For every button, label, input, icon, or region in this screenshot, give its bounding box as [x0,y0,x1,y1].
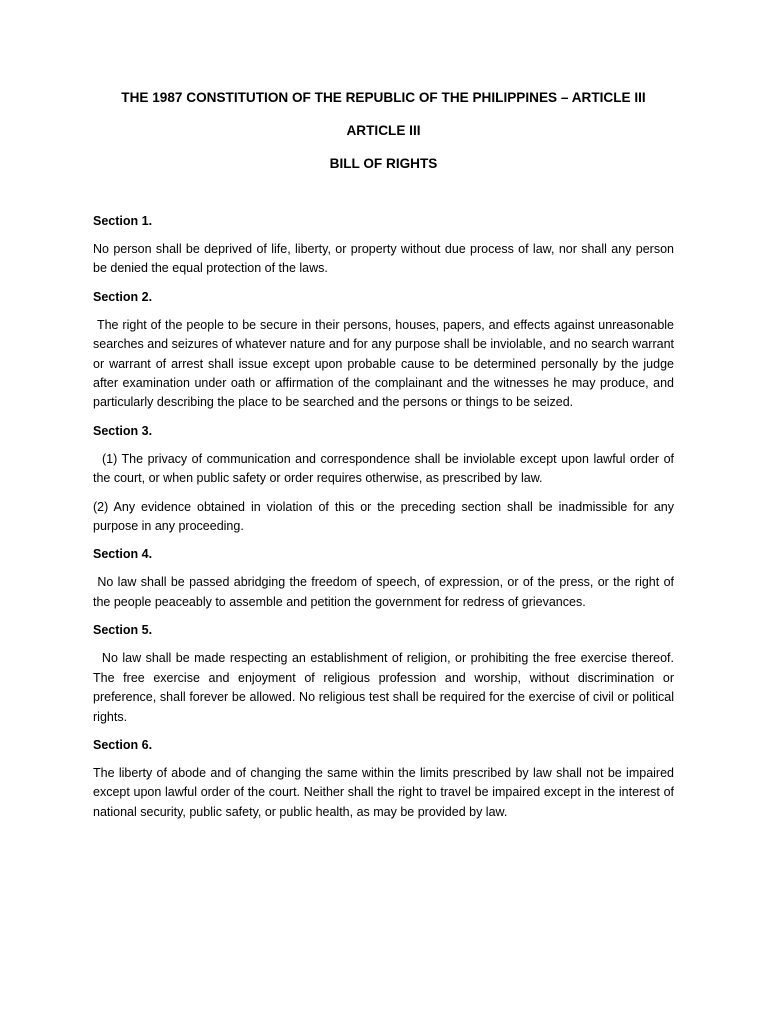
document-page [93,88,678,831]
section-1 [93,212,674,279]
section-6 [93,736,674,822]
section-paragraph: No person shall be deprived of life, liberty, or property without due process of law, nor shall any person be denied the equal protection of the laws. [93,242,674,276]
section-heading: Section 2. [93,289,153,304]
section-5 [93,621,678,727]
document-title: THE 1987 CONSTITUTION OF THE REPUBLIC OF THE PHILIPPINES – ARTICLE III [121,90,646,105]
section-paragraph: (2) Any evidence obtained in violation of this or the preceding section shall be inadmissible for any purpose in any proceeding. [93,499,674,534]
section-paragraph: No law shall be made respecting an establishment of religion, or prohibiting the free exercise thereof. The free exercise and enjoyment of religious profession and worship, without discrimination or preference, shall forever be allowed. No religious test shall be required for the exercise of civil or political rights. [93,651,678,724]
section-heading: Section 4. [93,547,153,562]
section-2 [93,288,678,413]
section-4 [93,545,678,612]
section-3 [93,422,678,537]
bill-of-rights-heading: BILL OF RIGHTS [329,156,438,171]
section-paragraph: No law shall be passed abridging the freedom of speech, of expression, or of the press, or the right of the people peaceably to assemble and petition the government for redress of grievances. [93,575,678,609]
article-heading: ARTICLE III [346,123,421,138]
section-heading: Section 1. [93,214,153,228]
section-heading: Section 5. [93,623,153,638]
section-paragraph: The liberty of abode and of changing the same within the limits prescribed by law shall not be impaired except upon lawful order of the court. Neither shall the right to travel be impaired except in the interest of national security, public safety, or public health, as may be provided by law. [93,765,674,819]
section-paragraph: (1) The privacy of communication and correspondence shall be inviolable except upon lawful order of the court, or when public safety or order requires otherwise, as prescribed by law. [93,451,678,486]
section-heading: Section 6. [93,737,153,752]
section-paragraph: The right of the people to be secure in their persons, houses, papers, and effects against unreasonable searches and seizures of whatever nature and for any purpose shall be inviolable, and no search warrant or warrant of arrest shall issue except upon probable cause to be determined personally by the judge after examination under oath or affirmation of the complainant and the witnesses he may produce, and particularly describing the place to be searched and the persons or things to be seized. [93,317,678,410]
section-heading: Section 3. [93,423,153,438]
